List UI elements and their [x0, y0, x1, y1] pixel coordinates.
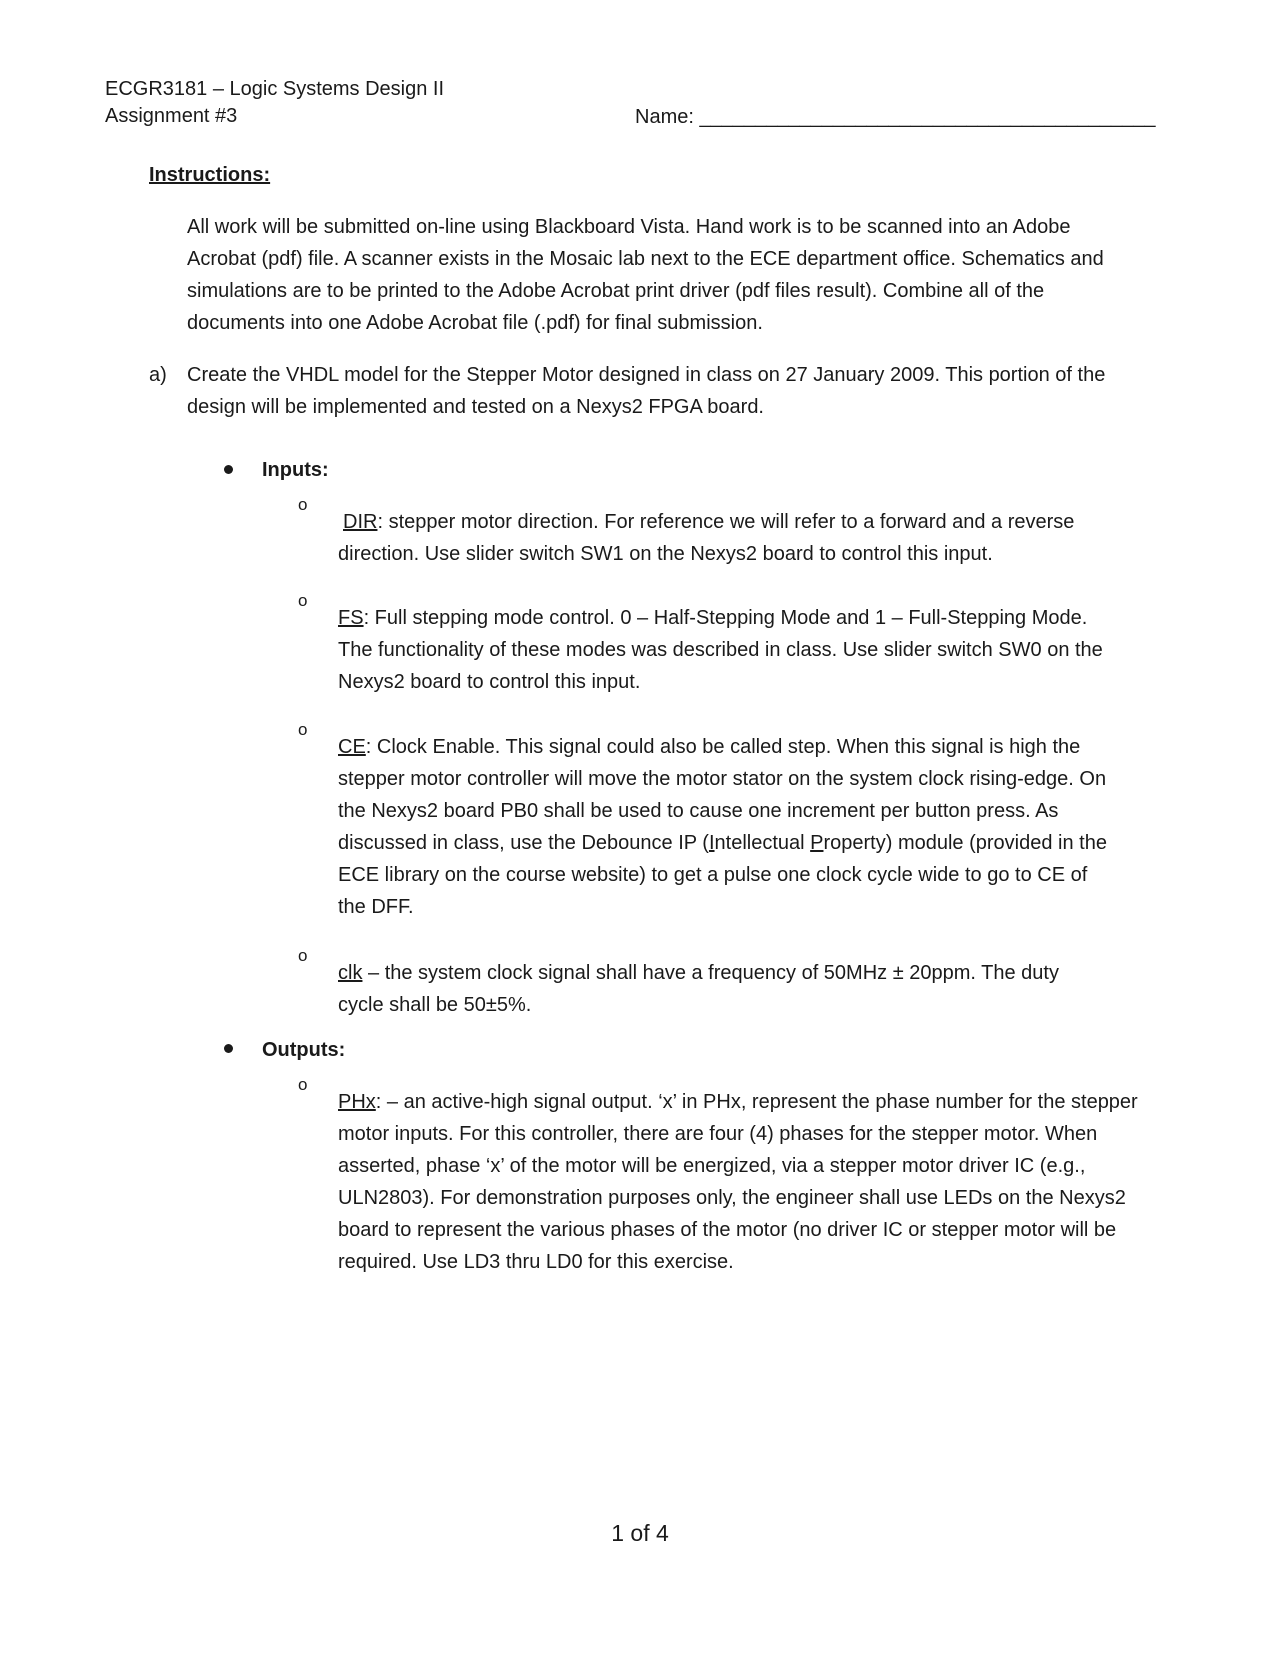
instructions-heading: Instructions:	[149, 164, 271, 186]
instructions-paragraph: All work will be submitted on-line using Blackboard Vista. Hand work is to be scanned into an Adobe Acrobat (pdf) file. A scanner exists in the Mosaic lab next to the ECE department office. Schematics and simulations are to be printed to the Adobe Acrobat print driver (pdf files result). Combine all of the documents into one Adobe Acrobat file (.pdf) for final submission.	[187, 216, 1104, 334]
bullet-icon	[224, 1044, 233, 1053]
output-item-phx: PHx: – an active-high signal output. ‘x’ in PHx, represent the phase number for the stepper motor inputs. For this controller, there are four (4) phases for the stepper motor. When asserted, phase ‘x’ of the motor will be energized, via a stepper motor driver IC (e.g., ULN2803). For demonstration purposes only, the engineer shall use LEDs on the Nexys2 board to represent the various phases of the motor (no driver IC or stepper motor will be required. Use LD3 thru LD0 for this exercise.	[338, 1091, 1138, 1273]
term-dir: DIR	[343, 511, 378, 533]
inputs-heading: Inputs:	[262, 459, 329, 481]
input-item-clk: clk – the system clock signal shall have a frequency of 50MHz ± 20ppm. The duty cycle shall be 50±5%.	[338, 962, 1059, 1016]
term-ce: CE	[338, 736, 366, 758]
term-fs: FS	[338, 607, 364, 629]
bullet-icon	[224, 465, 233, 474]
part-a-text: Create the VHDL model for the Stepper Motor designed in class on 27 January 2009. This portion of the design will be implemented and tested on a Nexys2 FPGA board.	[187, 364, 1106, 418]
input-item-fs: FS: Full stepping mode control. 0 – Half-Stepping Mode and 1 – Full-Stepping Mode. The functionality of these modes was described in class. Use slider switch SW0 on the Nexys2 board to control this input.	[338, 607, 1103, 693]
assignment-number: Assignment #3	[105, 105, 238, 127]
circle-bullet-icon: o	[298, 495, 308, 514]
name-field	[635, 104, 1156, 131]
term-clk: clk	[338, 962, 363, 984]
circle-bullet-icon: o	[298, 591, 308, 610]
circle-bullet-icon: o	[298, 720, 308, 739]
circle-bullet-icon: o	[298, 1075, 308, 1094]
input-item-dir: DIR: stepper motor direction. For reference we will refer to a forward and a reverse direction. Use slider switch SW1 on the Nexys2 board to control this input.	[338, 511, 1075, 565]
part-a-label: a)	[149, 364, 167, 386]
term-phx: PHx	[338, 1091, 376, 1113]
name-label: Name:	[635, 106, 694, 128]
input-item-ce: CE: Clock Enable. This signal could also be called step. When this signal is high the stepper motor controller will move the motor stator on the system clock rising-edge. On the Nexys2 board PB0 shall be used to cause one increment per button press. As discussed in class, use the Debounce IP (Intellectual Property) module (provided in the ECE library on the course website) to get a pulse one clock cycle wide to go to CE of the DFF.	[338, 736, 1107, 918]
course-title: ECGR3181 – Logic Systems Design II	[105, 78, 445, 100]
outputs-heading: Outputs:	[262, 1039, 346, 1061]
name-blank: _________________________________________	[699, 106, 1156, 128]
circle-bullet-icon: o	[298, 946, 308, 965]
page-number: 1 of 4	[611, 1520, 669, 1546]
